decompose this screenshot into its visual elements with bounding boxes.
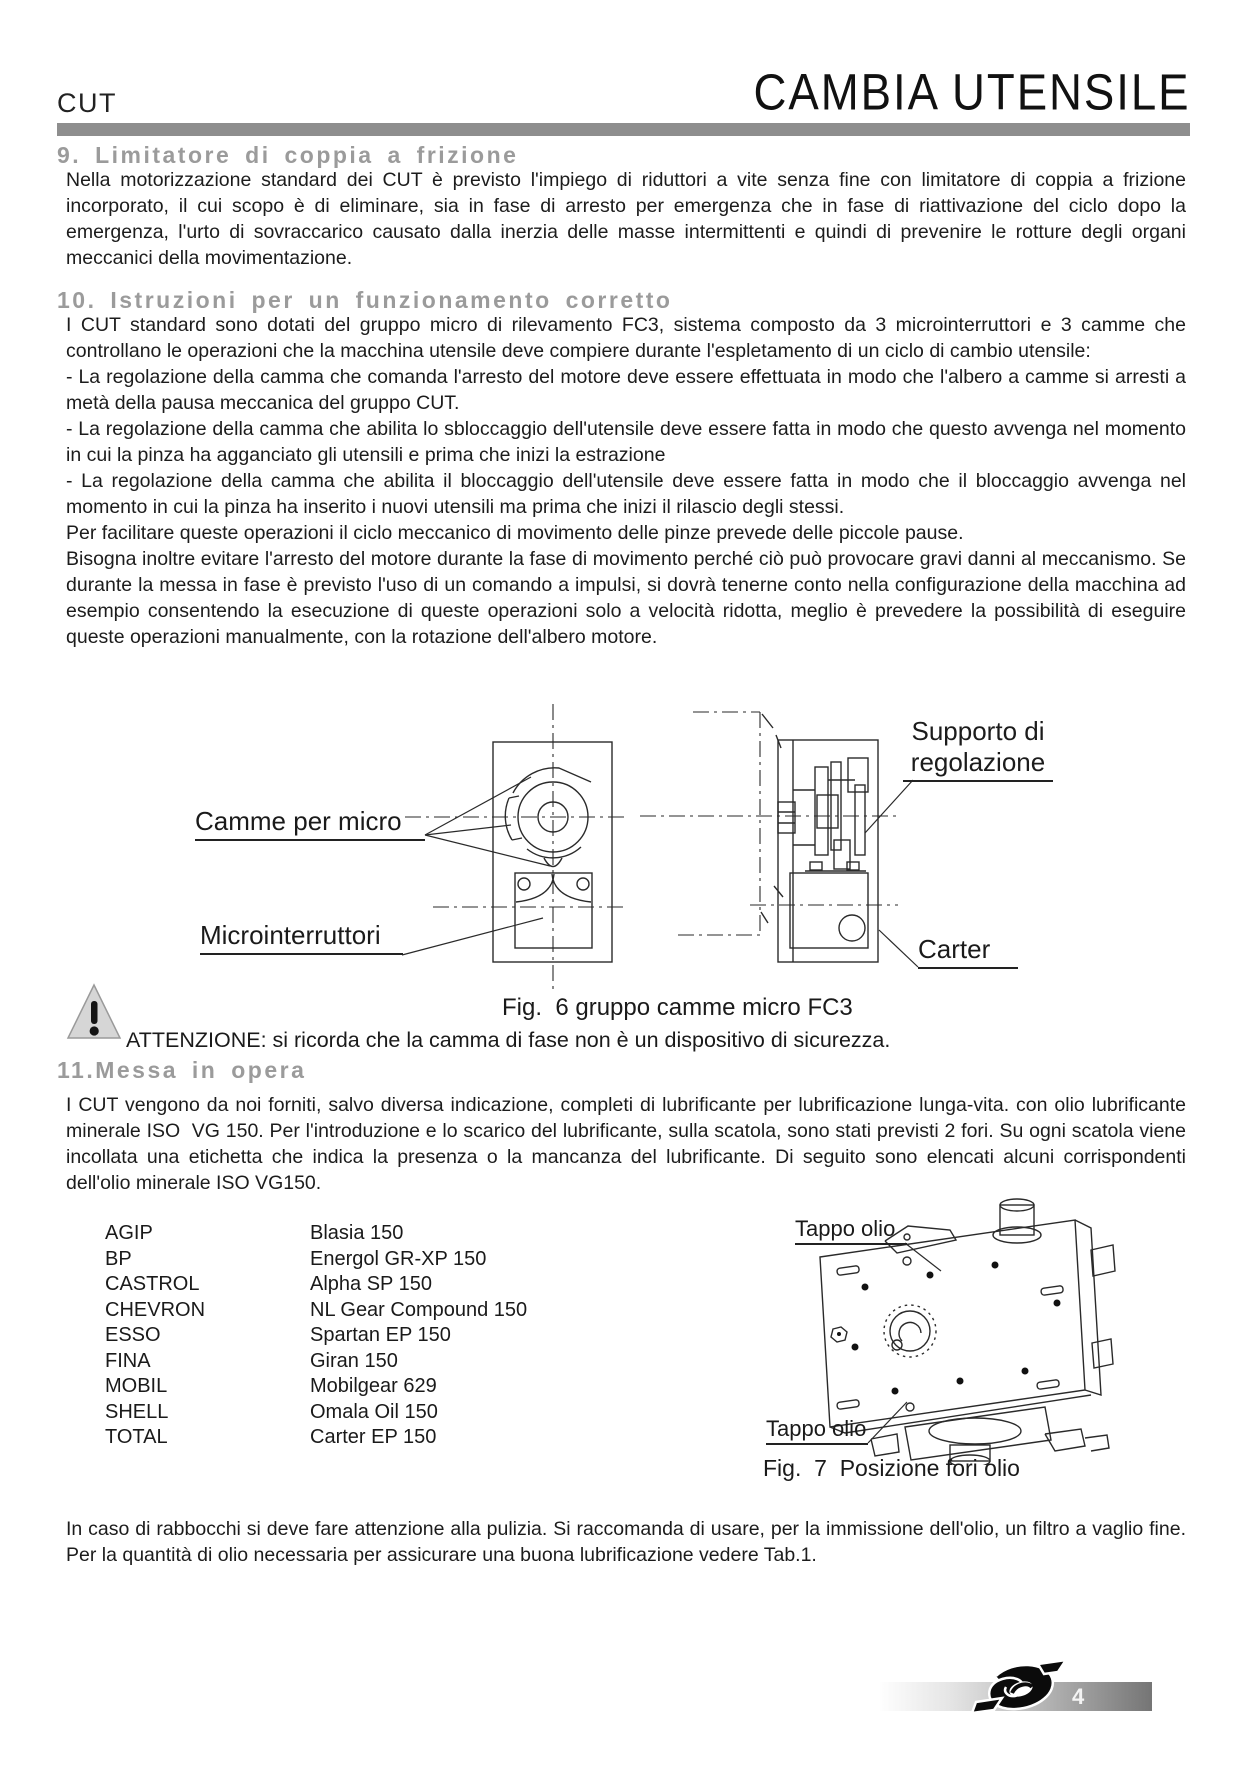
oil-product: Giran 150 [310,1349,398,1372]
oil-product: NL Gear Compound 150 [310,1298,528,1321]
page-number: 4 [1072,1684,1085,1709]
section-11-heading: 11.Messa in opera [57,1057,307,1083]
oil-brand: ESSO [105,1324,161,1346]
paragraph: - La regolazione della camma che comanda l'arresto del motore deve essere effettuata in modo che l'albero a camme si arresti a metà della pausa meccanica del gruppo CUT. [66,366,1186,414]
oil-brand: TOTAL [105,1426,168,1448]
paragraph: - La regolazione della camma che abilita il bloccaggio dell'utensile deve essere fatta in modo che il bloccaggio avvenga nel momento in cui la pinza ha inserito i nuovi utensili ma prima che inizi il rilascio degli stessi. [66,470,1186,518]
oil-product: Omala Oil 150 [310,1400,438,1423]
paragraph: Per facilitare queste operazioni il ciclo meccanico di movimento delle pinze prevede delle piccole pause. [66,522,964,544]
table-row [105,1221,527,1247]
oil-brand: CASTROL [105,1273,200,1295]
table-row [105,1247,527,1273]
fig6-caption: Fig. 6 gruppo camme micro FC3 [502,994,853,1021]
fig6-label-carter: Carter [918,934,1018,969]
fig6-label-supporto-line2: regolazione [903,747,1053,782]
section-10-heading: 10. Istruzioni per un funzionamento corretto [57,287,673,313]
fig6-front-view [402,704,628,990]
fig6-side-view [640,712,918,967]
section-11-body [66,1092,1186,1196]
oil-brand: BP [105,1247,132,1270]
fig7-label-tappo-olio-top: Tappo olio [795,1216,907,1245]
oil-product: Alpha SP 150 [310,1273,432,1295]
product-code: CUT [57,88,117,118]
section-9-heading: 9. Limitatore di coppia a frizione [57,142,519,168]
closing-paragraph [66,1516,1186,1568]
oil-brand: FINA [105,1349,151,1372]
paragraph: Bisogna inoltre evitare l'arresto del motore durante la fase di movimento perché ciò può provocare gravi danni al meccanismo. Se durante la messa in fase è previsto l'uso di un comando a impulsi, si dovrà tenerne conto nella configurazione della macchina ad esempio consentendo la esecuzione di queste operazioni solo a velocità ridotta, meglio è prevedere la possibilità di eseguire queste operazioni manualmente, con la rotazione dell'albero motore. [66,548,1186,648]
table-row [105,1298,527,1324]
oil-product: Energol GR-XP 150 [310,1247,487,1270]
oil-brand: SHELL [105,1400,169,1423]
oil-product: Mobilgear 629 [310,1375,437,1397]
page-title: CAMBIA UTENSILE [753,63,1190,121]
oil-product: Spartan EP 150 [310,1324,451,1346]
footer-logo-icon [968,1656,1072,1716]
table-row [105,1400,527,1426]
section-9-body [66,167,1186,271]
paragraph: In caso di rabbocchi si deve fare attenzione alla pulizia. Si raccomanda di usare, per la immissione dell'olio, un filtro a vaglio fine. Per la quantità di olio necessaria per assicurare una buona lubrificazione vedere Tab.1. [66,1518,1186,1566]
table-row [105,1323,527,1349]
fig6-label-microinterruttori: Microinterruttori [200,920,403,955]
fig7-caption: Fig. 7 Posizione fori olio [763,1455,1020,1481]
table-row [105,1374,527,1400]
warning-text: ATTENZIONE: si ricorda che la camma di fase non è un dispositivo di sicurezza. [126,1028,891,1052]
paragraph: I CUT vengono da noi forniti, salvo diversa indicazione, completi di lubrificante per lubrificazione lunga-vita. con olio lubrificante minerale ISO VG 150. Per l'introduzione e lo scarico del lubrificante, sulla scatola, sono stati previsti 2 fori. Su ogni scatola viene incollata una etichetta che indica la presenza o la mancanza del lubrificante. Di seguito sono elencati alcuni corrispondenti dell'olio minerale ISO VG150. [66,1094,1186,1194]
oil-brand: MOBIL [105,1375,168,1397]
fig6-label-supporto-line1: Supporto di [911,716,1045,746]
fig6-label-camme: Camme per micro [195,806,425,841]
paragraph: Nella motorizzazione standard dei CUT è previsto l'impiego di riduttori a vite senza fine con limitatore di coppia a frizione incorporato, il cui scopo è di eliminare, sia in fase di arresto per emergenza che in fase di riattivazione del ciclo dopo la emergenza, l'urto di sovraccarico causato dalla inerzia delle masse intermittenti e quindi di prevenire le rotture degli organi meccanici della movimentazione. [66,169,1186,269]
table-row [105,1349,527,1375]
table-row [105,1425,527,1451]
header-rule [57,123,1190,136]
oil-brand: AGIP [105,1222,153,1244]
fig7-label-tappo-olio-bottom: Tappo olio [766,1416,868,1445]
paragraph: - La regolazione della camma che abilita lo sbloccaggio dell'utensile deve essere fatta in modo che questo avvenga nel momento in cui la pinza ha agganciato gli utensili e prima che inizi la estrazione [66,418,1186,466]
oil-brand: CHEVRON [105,1298,206,1321]
oil-product: Carter EP 150 [310,1426,437,1448]
table-row [105,1272,527,1298]
oil-table [105,1221,527,1451]
fig6-label-supporto [903,716,1053,782]
oil-product: Blasia 150 [310,1222,404,1244]
section-10-body [66,312,1186,650]
warning-triangle-icon [66,982,122,1042]
paragraph: I CUT standard sono dotati del gruppo micro di rilevamento FC3, sistema composto da 3 microinterruttori e 3 camme che controllano le operazioni che la macchina utensile deve compiere durante l'espletamento di un ciclo di cambio utensile: [66,314,1186,362]
